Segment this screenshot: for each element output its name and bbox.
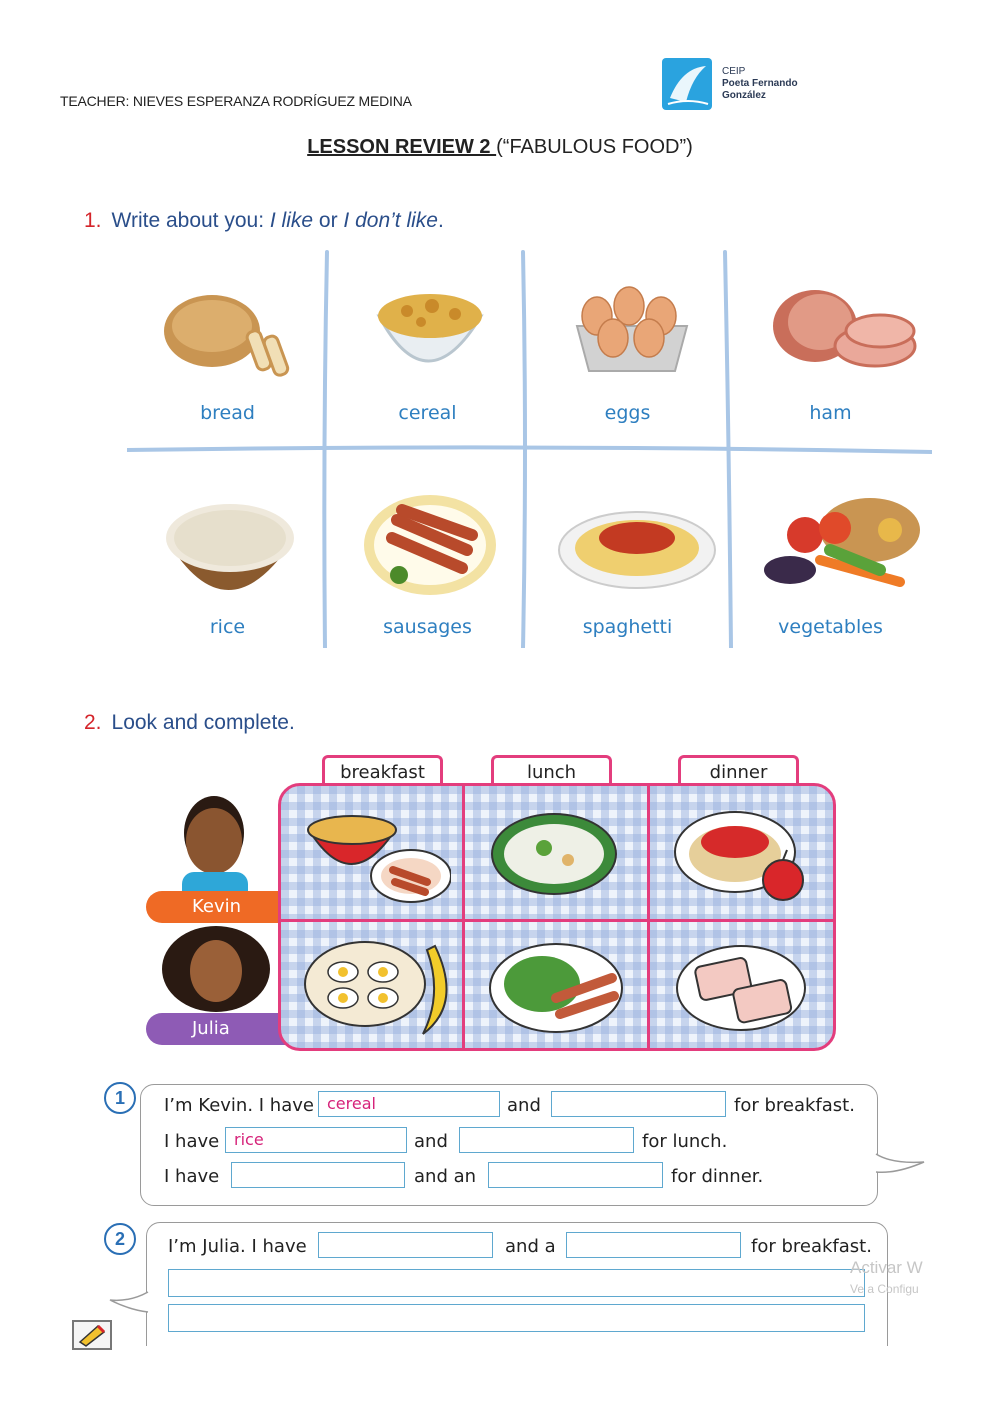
ex1-line3-and: and an — [414, 1166, 477, 1187]
page-title — [0, 136, 1000, 159]
vegetables-icon — [760, 490, 930, 600]
answer-input[interactable] — [488, 1162, 663, 1188]
tab-lunch: lunch — [491, 755, 612, 786]
food-label: sausages — [383, 616, 472, 638]
page-bottom — [0, 1346, 1000, 1413]
answer-input[interactable] — [231, 1162, 405, 1188]
answer-input[interactable] — [551, 1091, 726, 1117]
teacher-name: TEACHER: NIEVES ESPERANZA RODRÍGUEZ MEDINA — [60, 93, 412, 109]
julia-breakfast-icon — [303, 934, 463, 1044]
food-label: bread — [200, 402, 255, 424]
julia-namebar: Julia — [146, 1013, 304, 1045]
food-label: ham — [809, 402, 852, 424]
rice-icon — [157, 490, 307, 600]
answer-input[interactable] — [566, 1232, 741, 1258]
kevin-breakfast-icon — [301, 798, 451, 913]
food-label: rice — [209, 616, 246, 638]
edit-tool-button[interactable] — [72, 1320, 112, 1350]
ex1-line1-start: I’m Kevin. I have — [164, 1095, 314, 1116]
eggs-icon — [557, 276, 707, 386]
ham-icon — [760, 276, 920, 386]
school-logo — [662, 58, 712, 110]
food-label: cereal — [398, 402, 457, 424]
julia-lunch-icon — [486, 938, 636, 1042]
kevin-avatar — [186, 808, 242, 874]
question-2 — [84, 711, 295, 735]
q1-text: Write about you: — [111, 209, 270, 232]
exercise-number-2: 2 — [104, 1223, 136, 1255]
question-1 — [84, 209, 444, 233]
food-cereal — [327, 236, 528, 442]
food-ham — [730, 236, 931, 442]
table-divider — [281, 919, 833, 922]
bread-icon — [157, 276, 307, 386]
kevin-namebar: Kevin — [146, 891, 284, 923]
q1-end: . — [437, 209, 444, 232]
ex1-line3-start: I have — [164, 1166, 220, 1187]
kevin-dinner-icon — [673, 802, 823, 912]
ex1-line2-and: and — [414, 1131, 448, 1152]
school-line2: Poeta Fernando — [722, 78, 798, 89]
ex1-line2-start: I have — [164, 1131, 220, 1152]
meal-table — [278, 783, 836, 1051]
food-label: vegetables — [778, 616, 883, 638]
ex2-line1-and: and a — [505, 1236, 556, 1257]
food-spaghetti — [527, 450, 728, 656]
julia-dinner-icon — [673, 938, 823, 1042]
kevin-lunch-icon — [486, 804, 626, 904]
tab-dinner: dinner — [678, 755, 799, 786]
food-grid — [127, 236, 932, 648]
answer-input[interactable]: cereal — [318, 1091, 500, 1117]
exercise-number-1: 1 — [104, 1082, 136, 1114]
food-bread — [127, 236, 328, 442]
table-divider — [647, 786, 650, 1048]
cereal-icon — [357, 276, 507, 386]
food-eggs — [527, 236, 728, 442]
ex1-line1-end: for breakfast. — [734, 1095, 855, 1116]
food-label: eggs — [604, 402, 651, 424]
bubble-tail — [106, 1288, 152, 1318]
answer-input[interactable] — [459, 1127, 634, 1153]
q1-dislike: I don’t like — [343, 209, 438, 232]
food-label: spaghetti — [582, 616, 673, 638]
answer-input-wide[interactable] — [168, 1304, 865, 1332]
spaghetti-icon — [557, 490, 717, 600]
school-line3: González — [722, 90, 766, 101]
activation-watermark: Activar W — [850, 1258, 923, 1277]
food-vegetables — [730, 450, 931, 656]
answer-input-wide[interactable] — [168, 1269, 865, 1297]
ex2-line1-start: I’m Julia. I have — [168, 1236, 307, 1257]
q1-like: I like — [269, 209, 314, 232]
school-line1: CEIP — [722, 66, 746, 77]
title-rest: (“FABULOUS FOOD”) — [496, 136, 693, 158]
sausages-icon — [357, 490, 507, 600]
tab-breakfast: breakfast — [322, 755, 443, 786]
pencil-icon — [74, 1322, 110, 1348]
q1-or: or — [313, 209, 344, 232]
ex1-line3-end: for dinner. — [671, 1166, 764, 1187]
school-name — [722, 66, 798, 102]
food-sausages — [327, 450, 528, 656]
ex1-line1-and: and — [507, 1095, 541, 1116]
title-bold: LESSON REVIEW 2 — [307, 136, 497, 158]
activation-watermark-sub: Ve a Configu — [850, 1282, 919, 1296]
ex1-line2-end: for lunch. — [642, 1131, 728, 1152]
julia-avatar — [190, 940, 242, 1002]
bubble-tail — [872, 1150, 928, 1180]
q2-text: Look and complete. — [111, 711, 295, 734]
answer-input[interactable]: rice — [225, 1127, 407, 1153]
q1-number: 1. — [84, 209, 102, 232]
q2-number: 2. — [84, 711, 102, 734]
ex2-line1-end: for breakfast. — [751, 1236, 872, 1257]
food-rice — [127, 450, 328, 656]
answer-input[interactable] — [318, 1232, 493, 1258]
